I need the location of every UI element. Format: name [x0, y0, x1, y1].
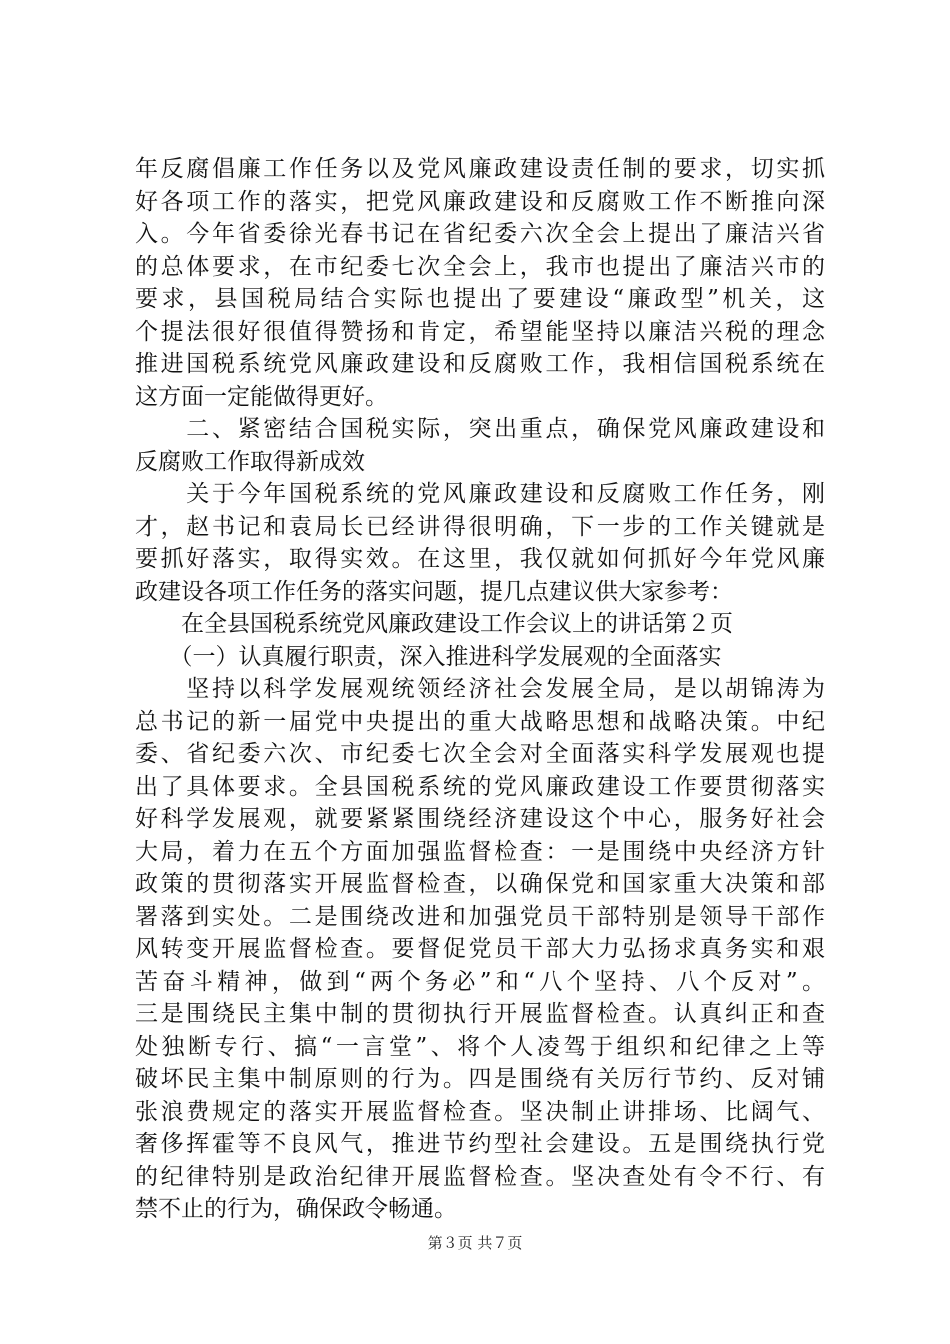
text-line: 张浪费规定的落实开展监督检查。坚决制止讲排场、比阔气、 — [135, 1098, 825, 1125]
text-line: 才，赵书记和袁局长已经讲得很明确，下一步的工作关键就是 — [135, 513, 825, 540]
page-number-footer: 第３页 共７页 — [427, 1234, 523, 1252]
text-line: 推进国税系统党风廉政建设和反腐败工作，我相信国税系统在 — [135, 351, 825, 377]
paragraph — [135, 413, 825, 478]
text-line: 大局，着力在五个方面加强监督检查：一是围绕中央经济方针 — [135, 838, 825, 865]
text-line: 二、紧密结合国税实际，突出重点，确保党风廉政建设和 — [135, 416, 825, 442]
paragraph — [135, 153, 825, 413]
paragraph — [135, 478, 825, 608]
text-line: 这方面一定能做得更好。 — [135, 383, 388, 410]
text-line: 风转变开展监督检查。要督促党员干部大力弘扬求真务实和艰 — [135, 936, 825, 962]
document-body — [135, 153, 825, 1226]
text-line: 要抓好落实，取得实效。在这里，我仅就如何抓好今年党风廉 — [135, 546, 825, 572]
text-line: 署落到实处。二是围绕改进和加强党员干部特别是领导干部作 — [135, 903, 825, 930]
text-line: 入。今年省委徐光春书记在省纪委六次全会上提出了廉洁兴省 — [135, 221, 825, 247]
text-line: 在全县国税系统党风廉政建设工作会议上的讲话第２页 — [135, 611, 733, 637]
text-line: 出了具体要求。全县国税系统的党风廉政建设工作要贯彻落实 — [135, 773, 825, 800]
text-line: （一）认真履行职责，深入推进科学发展观的全面落实 — [135, 643, 722, 670]
text-line: 要求，县国税局结合实际也提出了要建设“廉政型”机关，这 — [135, 286, 825, 312]
text-line: 总书记的新一届党中央提出的重大战略思想和战略决策。中纪 — [135, 708, 825, 735]
text-line: 反腐败工作取得新成效 — [135, 448, 365, 475]
paragraph — [135, 608, 825, 641]
text-line: 苦奋斗精神，做到“两个务必”和“八个坚持、八个反对”。 — [135, 968, 825, 995]
paragraph — [135, 673, 825, 1226]
text-line: 破坏民主集中制原则的行为。四是围绕有关厉行节约、反对铺 — [135, 1066, 825, 1092]
text-line: 的纪律特别是政治纪律开展监督检查。坚决查处有令不行、有 — [135, 1163, 825, 1190]
text-line: 禁不止的行为，确保政令畅通。 — [135, 1196, 457, 1222]
text-line: 好科学发展观，就要紧紧围绕经济建设这个中心，服务好社会 — [135, 806, 825, 832]
text-line: 政建设各项工作任务的落实问题，提几点建议供大家参考： — [135, 578, 733, 605]
text-line: 奢侈挥霍等不良风气，推进节约型社会建设。五是围绕执行党 — [135, 1131, 825, 1157]
text-line: 处独断专行、搞“一言堂”、将个人凌驾于组织和纪律之上等 — [135, 1033, 825, 1060]
text-line: 个提法很好很值得赞扬和肯定，希望能坚持以廉洁兴税的理念 — [135, 318, 825, 345]
text-line: 坚持以科学发展观统领经济社会发展全局，是以胡锦涛为 — [135, 676, 825, 702]
text-line: 政策的贯彻落实开展监督检查，以确保党和国家重大决策和部 — [135, 871, 825, 897]
text-line: 关于今年国税系统的党风廉政建设和反腐败工作任务，刚 — [135, 481, 825, 507]
text-line: 的总体要求，在市纪委七次全会上，我市也提出了廉洁兴市的 — [135, 253, 825, 280]
text-line: 年反腐倡廉工作任务以及党风廉政建设责任制的要求，切实抓 — [135, 156, 825, 182]
text-line: 三是围绕民主集中制的贯彻执行开展监督检查。认真纠正和查 — [135, 1001, 825, 1027]
text-line: 委、省纪委六次、市纪委七次全会对全面落实科学发展观也提 — [135, 741, 825, 767]
paragraph — [135, 641, 825, 674]
text-line: 好各项工作的落实，把党风廉政建设和反腐败工作不断推向深 — [135, 188, 825, 215]
